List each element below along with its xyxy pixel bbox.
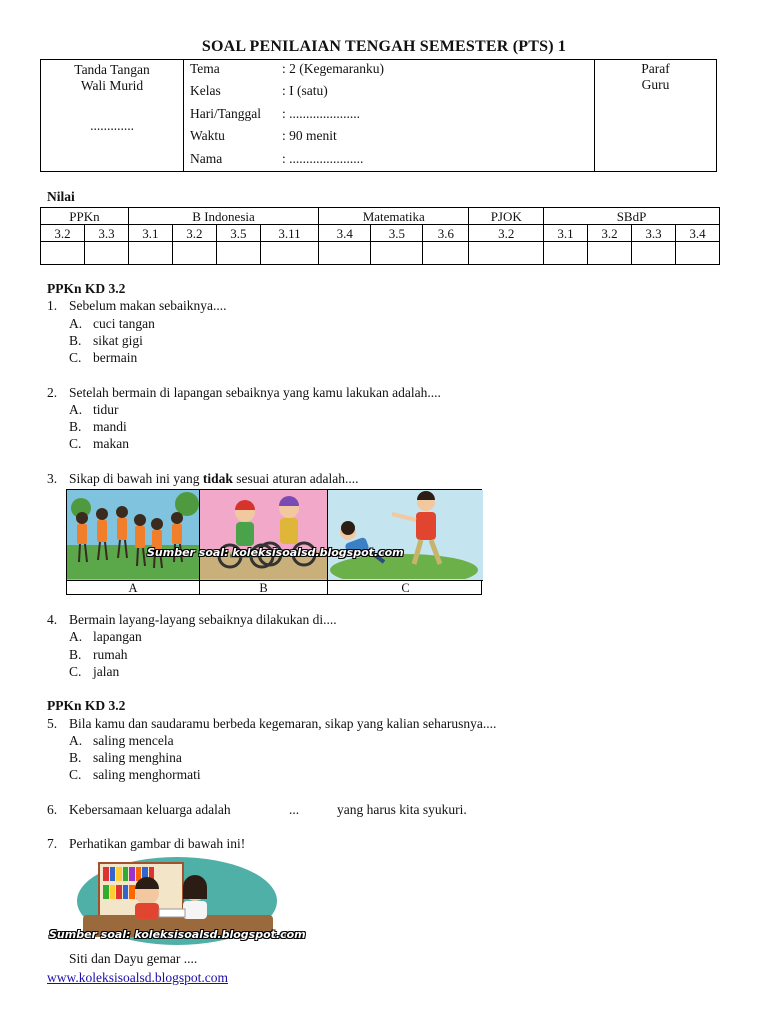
q2-option-b[interactable]: B. mandi: [69, 419, 127, 434]
q1-option-b[interactable]: B. sikat gigi: [69, 333, 143, 348]
q1-text: Sebelum makan sebaiknya....: [69, 298, 227, 313]
q4-text: Bermain layang-layang sebaiknya dilakukan di....: [69, 612, 337, 627]
children-playing-illustration: [67, 490, 199, 579]
q3-picture-table: [66, 489, 482, 595]
nilai-label: Nilai: [47, 189, 75, 204]
q5-option-b[interactable]: B. saling menghina: [69, 750, 182, 765]
paraf-label-2: Guru: [641, 77, 670, 92]
field-value-kelas: : I (satu): [282, 83, 328, 98]
watermark-text: Sumber soal: koleksisoalsd.blogspot.com: [147, 546, 404, 559]
q1-number: 1.: [47, 298, 58, 313]
kd-cell: 3.1: [544, 225, 588, 242]
kd-cell: 3.3: [632, 225, 676, 242]
score-table: [40, 207, 720, 265]
kd-cell: 3.5: [216, 225, 260, 242]
kd-cell: 3.6: [423, 225, 469, 242]
field-label-waktu: Waktu: [190, 128, 225, 143]
q7-subtext: Siti dan Dayu gemar ....: [69, 951, 198, 966]
score-cell[interactable]: [423, 242, 469, 265]
watermark-text: Sumber soal: koleksisoalsd.blogspot.com: [49, 928, 306, 941]
field-value-nama: : ......................: [282, 151, 364, 166]
score-table-kd-row: [41, 225, 720, 242]
score-cell[interactable]: [632, 242, 676, 265]
score-cell[interactable]: [41, 242, 85, 265]
field-value-waktu: : 90 menit: [282, 128, 337, 143]
q5-option-c[interactable]: C. saling menghormati: [69, 767, 201, 782]
q7-text: Perhatikan gambar di bawah ini!: [69, 836, 246, 851]
field-value-tema: : 2 (Kegemaranku): [282, 61, 384, 76]
q6-text-c: yang harus kita syukuri.: [337, 802, 467, 817]
children-pushing-illustration: [328, 490, 481, 579]
kd-cell: 3.3: [84, 225, 128, 242]
identity-box: [40, 59, 717, 172]
score-cell[interactable]: [371, 242, 423, 265]
sign-dots: .............: [90, 118, 134, 133]
score-cell[interactable]: [128, 242, 172, 265]
q6-number: 6.: [47, 802, 58, 817]
q5-option-a[interactable]: A. saling mencela: [69, 733, 174, 748]
kd-cell: 3.2: [41, 225, 85, 242]
q6-blank[interactable]: ...: [289, 802, 300, 817]
score-cell[interactable]: [588, 242, 632, 265]
score-cell[interactable]: [544, 242, 588, 265]
q2-option-c[interactable]: C. makan: [69, 436, 129, 451]
score-cell[interactable]: [675, 242, 719, 265]
score-cell[interactable]: [172, 242, 216, 265]
score-cell[interactable]: [319, 242, 371, 265]
parent-signature-cell: [41, 60, 184, 171]
q2-text: Setelah bermain di lapangan sebaiknya yang kamu lakukan adalah....: [69, 385, 441, 400]
section-heading-2: PPKn KD 3.2: [47, 698, 126, 713]
q5-text: Bila kamu dan saudaramu berbeda kegemaran, sikap yang kalian seharusnya....: [69, 716, 497, 731]
sign-label-2: Wali Murid: [80, 78, 144, 93]
subject-bindonesia: B Indonesia: [128, 208, 318, 225]
score-table-empty-row: [41, 242, 720, 265]
field-value-tanggal: : .....................: [282, 106, 361, 121]
q4-option-b[interactable]: B. rumah: [69, 647, 128, 662]
subject-pjok: PJOK: [469, 208, 544, 225]
kd-cell: 3.5: [371, 225, 423, 242]
field-label-tanggal: Hari/Tanggal: [190, 106, 262, 121]
section-heading-1: PPKn KD 3.2: [47, 281, 126, 296]
teacher-paraf-cell: [594, 60, 716, 171]
q2-option-a[interactable]: A. tidur: [69, 402, 119, 417]
paraf-label-1: Paraf: [641, 61, 670, 76]
field-label-kelas: Kelas: [190, 83, 221, 98]
field-label-tema: Tema: [190, 61, 220, 76]
q4-option-a[interactable]: A. lapangan: [69, 629, 142, 644]
kd-cell: 3.4: [675, 225, 719, 242]
q2-number: 2.: [47, 385, 58, 400]
q5-number: 5.: [47, 716, 58, 731]
q3-caption-c: C: [328, 580, 483, 595]
q3-picture-b[interactable]: [200, 490, 328, 580]
kd-cell: 3.2: [588, 225, 632, 242]
q1-option-a[interactable]: A. cuci tangan: [69, 316, 155, 331]
score-cell[interactable]: [260, 242, 318, 265]
kd-cell: 3.11: [260, 225, 318, 242]
score-cell[interactable]: [216, 242, 260, 265]
q3-number: 3.: [47, 471, 58, 486]
q4-option-c[interactable]: C. jalan: [69, 664, 120, 679]
kd-cell: 3.2: [469, 225, 544, 242]
sign-label-1: Tanda Tangan: [74, 62, 150, 77]
kd-cell: 3.2: [172, 225, 216, 242]
page-title: SOAL PENILAIAN TENGAH SEMESTER (PTS) 1: [201, 38, 567, 55]
kd-cell: 3.1: [128, 225, 172, 242]
q7-picture: [47, 855, 306, 947]
children-cycling-illustration: [200, 490, 327, 579]
field-label-nama: Nama: [190, 151, 223, 166]
subject-matematika: Matematika: [319, 208, 469, 225]
q3-picture-c[interactable]: [328, 490, 483, 580]
q3-caption-b: B: [200, 580, 328, 595]
score-cell[interactable]: [469, 242, 544, 265]
q6-text-a: Kebersamaan keluarga adalah: [69, 802, 231, 817]
subject-ppkn: PPKn: [41, 208, 129, 225]
score-cell[interactable]: [84, 242, 128, 265]
score-table-subject-row: [41, 208, 720, 225]
q3-caption-a: A: [67, 580, 200, 595]
q7-number: 7.: [47, 836, 58, 851]
q4-number: 4.: [47, 612, 58, 627]
kd-cell: 3.4: [319, 225, 371, 242]
q3-text: Sikap di bawah ini yang tidak sesuai aturan adalah....: [69, 471, 359, 486]
q1-option-c[interactable]: C. bermain: [69, 350, 138, 365]
subject-sbdp: SBdP: [544, 208, 720, 225]
q3-picture-a[interactable]: [67, 490, 200, 580]
footer-website-link[interactable]: www.koleksisoalsd.blogspot.com: [47, 970, 228, 985]
